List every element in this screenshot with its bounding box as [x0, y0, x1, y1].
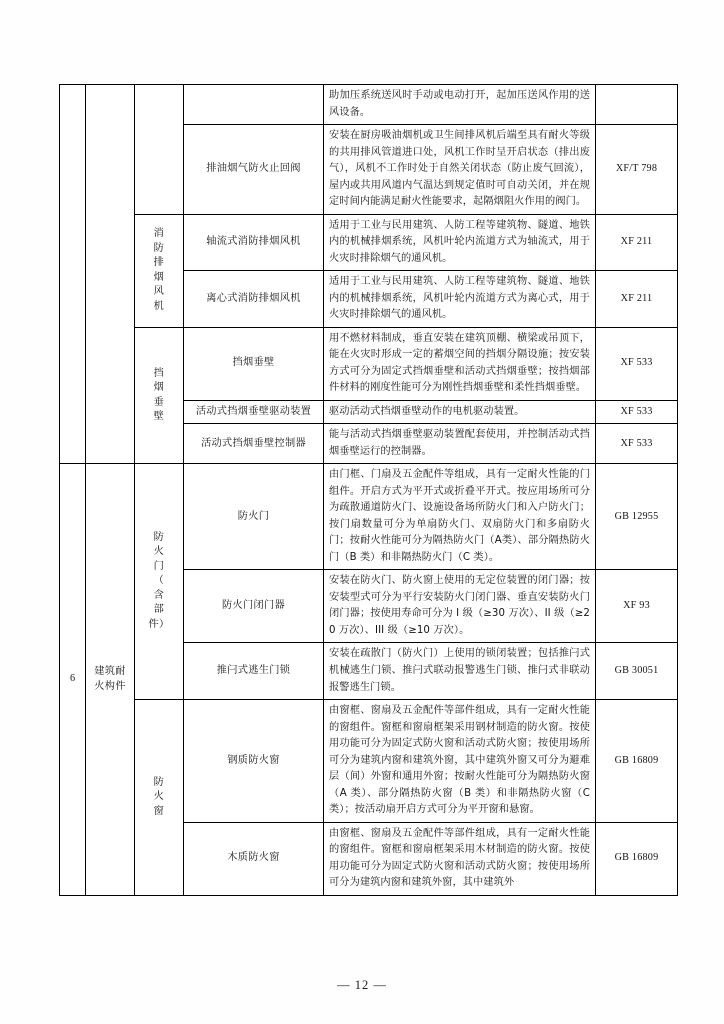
- vertical-label-char: 挡: [153, 367, 165, 379]
- product-name-cell: 轴流式消防排烟风机: [184, 214, 324, 271]
- product-name-cell: 木质防火窗: [184, 822, 324, 895]
- product-standard-cell: GB 30051: [596, 643, 678, 700]
- table-row: [60, 327, 678, 400]
- vertical-label-char: （: [153, 575, 165, 587]
- subgroup-label-cell: [135, 700, 184, 896]
- product-name-cell: 离心式消防排烟风机: [184, 271, 324, 328]
- vertical-label-char: 防: [153, 776, 165, 788]
- table-row: [60, 464, 678, 570]
- product-standard-cell: GB 16809: [596, 822, 678, 895]
- product-name-cell: 挡烟垂壁: [184, 327, 324, 400]
- product-standard-cell: XF 93: [596, 570, 678, 643]
- vertical-label-char: 机: [153, 300, 165, 312]
- product-description-cell: 由门框、门扇及五金配件等组成，具有一定耐火性能的门组件。开启方式为平开式或折叠平开式。按应用场所可分为疏散通道防火门、设施设备场所防火门和入户防火门；按门扇数量可分为单扇防火门、双扇防火门和多扇防火门；按耐火性能可分为隔热防火门（A类）、部分隔热防火门（B 类）和非隔热防火门（C 类）。: [324, 464, 596, 570]
- product-standard-cell: XF/T 798: [596, 125, 678, 215]
- product-standard-cell: GB 16809: [596, 700, 678, 823]
- subgroup-label-cell: [135, 464, 184, 700]
- vertical-label-char: 垂: [153, 396, 165, 408]
- vertical-label-char: 消: [153, 228, 165, 240]
- vertical-label-char: 件）: [148, 618, 170, 630]
- vertical-label-char: 含: [153, 589, 165, 601]
- product-name-cell: 活动式挡烟垂壁驱动装置: [184, 400, 324, 424]
- product-name-cell: [184, 85, 324, 125]
- product-description-cell: 安装在厨房吸油烟机或卫生间排风机后端至具有耐火等级的共用排风管道进口处，风机工作时呈开启状态（排出废气），风机不工作时处于自然关闭状态（防止废气回流），屋内或共用风道内气温达到规定值时可自动关闭，并在规定时间内能满足耐火性能要求，起隔烟阻火作用的阀门。: [324, 125, 596, 215]
- vertical-label-char: 壁: [153, 410, 165, 422]
- subgroup-label-cell: [135, 327, 184, 464]
- product-standard-cell: XF 211: [596, 214, 678, 271]
- product-standard-cell: GB 12955: [596, 464, 678, 570]
- subgroup-vertical-label: [140, 531, 178, 632]
- subgroup-label-cell: [135, 214, 184, 327]
- vertical-label-char: 部: [153, 604, 165, 616]
- group-category-label: 建筑耐火构件: [94, 665, 126, 692]
- product-name-cell: 钢质防火窗: [184, 700, 324, 823]
- product-description-cell: 用不燃材料制成，垂直安装在建筑顶棚、横梁或吊顶下，能在火灾时形成一定的蓄烟空间的挡烟分隔设施；按安装方式可分为固定式挡烟垂壁和活动式挡烟垂壁；按挡烟部件材料的刚度性能可分为刚性挡烟垂壁和柔性挡烟垂壁。: [324, 327, 596, 400]
- vertical-label-char: 火: [153, 791, 165, 803]
- product-standard-cell: XF 533: [596, 424, 678, 464]
- product-description-cell: 安装在防火门、防火窗上使用的无定位装置的闭门器；按安装型式可分为平行安装防火门闭门器、垂直安装防火门闭门器；按使用寿命可分为 I 级（≥30 万次）、II 级（≥20 万次）、III 级（≥10 万次）。: [324, 570, 596, 643]
- subgroup-vertical-label: [140, 227, 178, 314]
- table-row: [60, 85, 678, 125]
- group-number-cell: [60, 85, 86, 464]
- product-standard-cell: [596, 85, 678, 125]
- group-category-cell: [86, 85, 135, 464]
- vertical-label-char: 窗: [153, 805, 165, 817]
- vertical-label-char: 门: [153, 560, 165, 572]
- product-description-cell: 安装在疏散门（防火门）上使用的锁闭装置；包括推闩式机械逃生门锁、推闩式联动报警逃生门锁、推闩式非联动报警逃生门锁。: [324, 643, 596, 700]
- group-number-cell: 6: [60, 464, 86, 895]
- vertical-label-char: 防: [153, 531, 165, 543]
- product-catalog-table: [59, 84, 678, 896]
- subgroup-vertical-label: [140, 776, 178, 819]
- vertical-label-char: 风: [153, 286, 165, 298]
- product-description-cell: 助加压系统送风时手动或电动打开，起加压送风作用的送风设备。: [324, 85, 596, 125]
- subgroup-vertical-label: [140, 367, 178, 425]
- product-description-cell: 驱动活动式挡烟垂壁动作的电机驱动装置。: [324, 400, 596, 424]
- page-number: — 12 —: [337, 978, 387, 992]
- table-container: [59, 84, 677, 896]
- product-name-cell: 活动式挡烟垂壁控制器: [184, 424, 324, 464]
- product-standard-cell: XF 211: [596, 271, 678, 328]
- vertical-label-char: 烟: [153, 271, 165, 283]
- vertical-label-char: 防: [153, 242, 165, 254]
- product-description-cell: 由窗框、窗扇及五金配件等部件组成，具有一定耐火性能的窗组件。窗框和窗扇框架采用木材制造的防火窗。按使用功能可分为固定式防火窗和活动式防火窗；按使用场所可分为建筑内窗和建筑外窗，其中建筑外: [324, 822, 596, 895]
- product-standard-cell: XF 533: [596, 327, 678, 400]
- product-description-cell: 适用于工业与民用建筑、人防工程等建筑物、隧道、地铁内的机械排烟系统，风机叶轮内流道方式为轴流式，用于火灾时排除烟气的通风机。: [324, 214, 596, 271]
- product-description-cell: 能与活动式挡烟垂壁驱动装置配套使用，并控制活动式挡烟垂壁运行的控制器。: [324, 424, 596, 464]
- table-body: [60, 85, 678, 896]
- table-row: [60, 214, 678, 271]
- subgroup-label-cell: [135, 85, 184, 215]
- product-name-cell: 推闩式逃生门锁: [184, 643, 324, 700]
- product-description-cell: 适用于工业与民用建筑、人防工程等建筑物、隧道、地铁内的机械排烟系统，风机叶轮内流道方式为离心式，用于火灾时排除烟气的通风机。: [324, 271, 596, 328]
- product-name-cell: 排油烟气防火止回阀: [184, 125, 324, 215]
- product-name-cell: 防火门: [184, 464, 324, 570]
- product-name-cell: 防火门闭门器: [184, 570, 324, 643]
- vertical-label-char: 火: [153, 546, 165, 558]
- vertical-label-char: 排: [153, 257, 165, 269]
- table-row: [60, 700, 678, 823]
- product-standard-cell: XF 533: [596, 400, 678, 424]
- product-description-cell: 由窗框、窗扇及五金配件等部件组成，具有一定耐火性能的窗组件。窗框和窗扇框架采用钢材制造的防火窗。按使用功能可分为固定式防火窗和活动式防火窗；按使用场所可分为建筑内窗和建筑外窗，其中建筑外窗又可分为避难层（间）外窗和通用外窗；按耐火性能可分为隔热防火窗（A 类）、部分隔热防火窗（B 类）和非隔热防火窗（C 类）；按活动扇开启方式可分为平开窗和悬窗。: [324, 700, 596, 823]
- vertical-label-char: 烟: [153, 382, 165, 394]
- group-category-cell: [86, 464, 135, 895]
